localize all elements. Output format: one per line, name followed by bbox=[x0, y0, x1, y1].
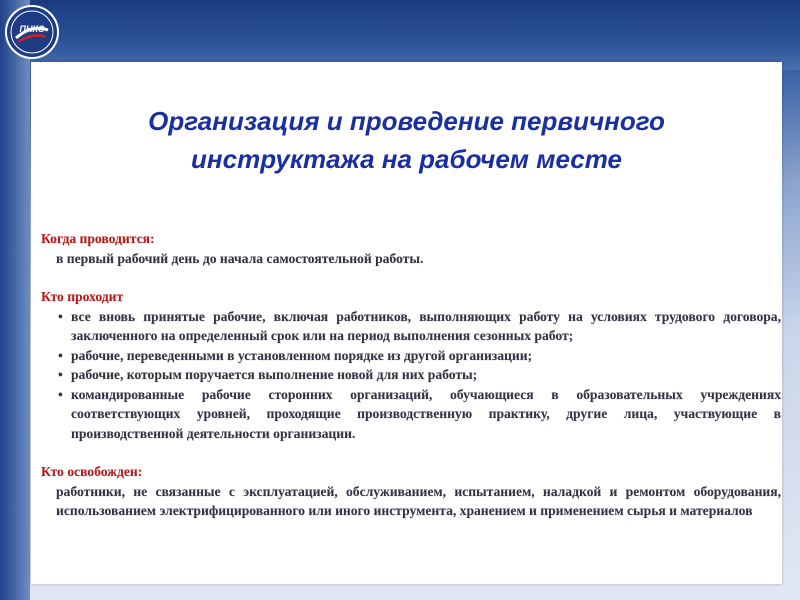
header-band bbox=[0, 0, 800, 70]
institution-logo-icon bbox=[4, 4, 60, 60]
list-item bbox=[41, 365, 781, 385]
slide-body bbox=[41, 229, 781, 521]
who-heading: Кто проходит bbox=[41, 289, 124, 304]
list-item bbox=[41, 307, 781, 346]
bullet-icon: • bbox=[58, 367, 63, 382]
list-item bbox=[41, 385, 781, 444]
list-item-text: командированные рабочие сторонних организаций, обучающиеся в образовательных учреждениях соответствующих уровней, проходящие производственную практику, другие лица, участвующие в производственной деятельности организации. bbox=[71, 386, 781, 441]
left-edge-decoration bbox=[0, 0, 30, 600]
slide-title bbox=[31, 102, 782, 178]
title-line-2: инструктажа на рабочем месте bbox=[191, 144, 622, 174]
when-heading: Когда проводится: bbox=[41, 231, 155, 246]
when-text: в первый рабочий день до начала самостоятельной работы. bbox=[56, 250, 424, 266]
content-panel bbox=[31, 62, 782, 584]
logo-text: ПНКС bbox=[19, 24, 45, 34]
who-list bbox=[41, 307, 781, 444]
exempt-heading: Кто освобожден: bbox=[41, 464, 143, 479]
list-item bbox=[41, 346, 781, 366]
bullet-icon: • bbox=[58, 386, 63, 402]
title-line-1: Организация и проведение первичного bbox=[148, 106, 665, 136]
bullet-icon: • bbox=[58, 347, 63, 363]
list-item-text: рабочие, которым поручается выполнение новой для них работы; bbox=[71, 367, 478, 382]
list-item-text: все вновь принятые рабочие, включая работников, выполняющих работу на условиях трудового договора, заключенного на определенный срок или на период выполнения сезонных работ; bbox=[71, 308, 781, 343]
bullet-icon: • bbox=[58, 308, 63, 324]
exempt-text: работники, не связанные с эксплуатацией, обслуживанием, испытанием, наладкой и ремонтом оборудования, использованием электрифицированного или иного инструмента, хранением и применением сырья и материалов bbox=[56, 483, 781, 518]
list-item-text: рабочие, переведенными в установленном порядке из другой организации; bbox=[71, 347, 533, 363]
